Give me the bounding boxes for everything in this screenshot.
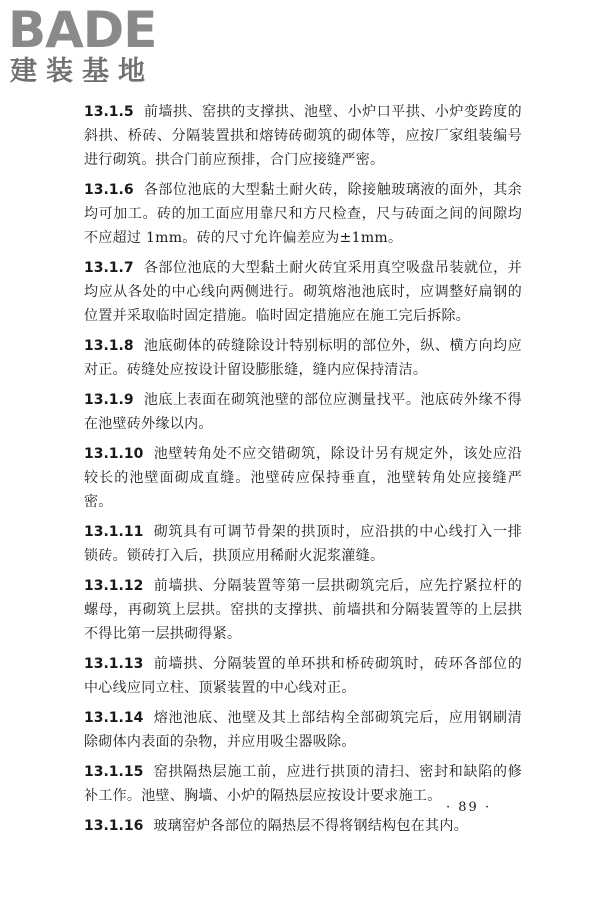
- clause-number: 13.1.12: [84, 578, 144, 594]
- clause-number: 13.1.7: [84, 260, 134, 276]
- clause-text: 池底上表面在砌筑池壁的部位应测量找平。池底砖外缘不得在池壁砖外缘以内。: [84, 392, 522, 432]
- document-body: [84, 100, 522, 844]
- clause-13-1-13: [84, 652, 522, 700]
- clause-13-1-14: [84, 706, 522, 754]
- clause-text: 熔池池底、池壁及其上部结构全部砌筑完后，应用钢刷清除砌体内表面的杂物，并应用吸尘器吸除。: [84, 710, 522, 750]
- clause-13-1-7: [84, 256, 522, 328]
- clause-13-1-16: [84, 814, 522, 838]
- clause-13-1-11: [84, 520, 522, 568]
- clause-number: 13.1.10: [84, 446, 144, 462]
- clause-13-1-9: [84, 388, 522, 436]
- clause-text: 前墙拱、窑拱的支撑拱、池壁、小炉口平拱、小炉变跨度的斜拱、桥砖、分隔装置拱和熔铸砖砌筑的砌体等，应按厂家组装编号进行砌筑。拱合门前应预排，合门应接缝严密。: [84, 104, 522, 168]
- clause-number: 13.1.15: [84, 764, 144, 780]
- clause-text: 池壁转角处不应交错砌筑，除设计另有规定外，该处应沿较长的池壁面砌成直缝。池壁砖应保持垂直，池壁转角处应接缝严密。: [84, 446, 522, 510]
- clause-number: 13.1.8: [84, 338, 134, 354]
- logo-wordmark: BADE: [8, 1, 157, 59]
- clause-text: 玻璃窑炉各部位的隔热层不得将钢结构包在其内。: [153, 818, 468, 834]
- page-number: · 89 ·: [446, 800, 492, 815]
- clause-number: 13.1.5: [84, 104, 134, 120]
- clause-number: 13.1.13: [84, 656, 144, 672]
- clause-text: 砌筑具有可调节骨架的拱顶时，应沿拱的中心线打入一排锁砖。锁砖打入后，拱顶应用稀耐火泥浆灌缝。: [84, 524, 522, 564]
- clause-number: 13.1.6: [84, 182, 134, 198]
- clause-text: 前墙拱、分隔装置等第一层拱砌筑完后，应先拧紧拉杆的螺母，再砌筑上层拱。窑拱的支撑拱、前墙拱和分隔装置等的上层拱不得比第一层拱砌得紧。: [84, 578, 522, 642]
- clause-13-1-8: [84, 334, 522, 382]
- clause-text: 前墙拱、分隔装置的单环拱和桥砖砌筑时，砖环各部位的中心线应同立柱、顶紧装置的中心线对正。: [84, 656, 522, 696]
- clause-13-1-5: [84, 100, 522, 172]
- clause-13-1-6: [84, 178, 522, 250]
- clause-text: 各部位池底的大型黏土耐火砖，除接触玻璃液的面外，其余均可加工。砖的加工面应用靠尺和方尺检查，尺与砖面之间的间隙均不应超过 1mm。砖的尺寸允许偏差应为±1mm。: [84, 182, 522, 246]
- clause-number: 13.1.16: [84, 818, 144, 834]
- clause-text: 各部位池底的大型黏土耐火砖宜采用真空吸盘吊装就位，并均应从各处的中心线向两侧进行。砌筑熔池池底时，应调整好扁钢的位置并采取临时固定措施。临时固定措施应在施工完后拆除。: [84, 260, 522, 324]
- clause-13-1-10: [84, 442, 522, 514]
- clause-13-1-12: [84, 574, 522, 646]
- clause-text: 池底砌体的砖缝除设计特别标明的部位外，纵、横方向均应对正。砖缝处应按设计留设膨胀缝，缝内应保持清洁。: [84, 338, 522, 378]
- logo-subtitle: 建装基地: [10, 56, 154, 87]
- clause-number: 13.1.14: [84, 710, 144, 726]
- clause-number: 13.1.11: [84, 524, 144, 540]
- clause-text: 窑拱隔热层施工前，应进行拱顶的清扫、密封和缺陷的修补工作。池壁、胸墙、小炉的隔热层应按设计要求施工。: [84, 764, 522, 804]
- clause-number: 13.1.9: [84, 392, 134, 408]
- logo: [8, 1, 178, 90]
